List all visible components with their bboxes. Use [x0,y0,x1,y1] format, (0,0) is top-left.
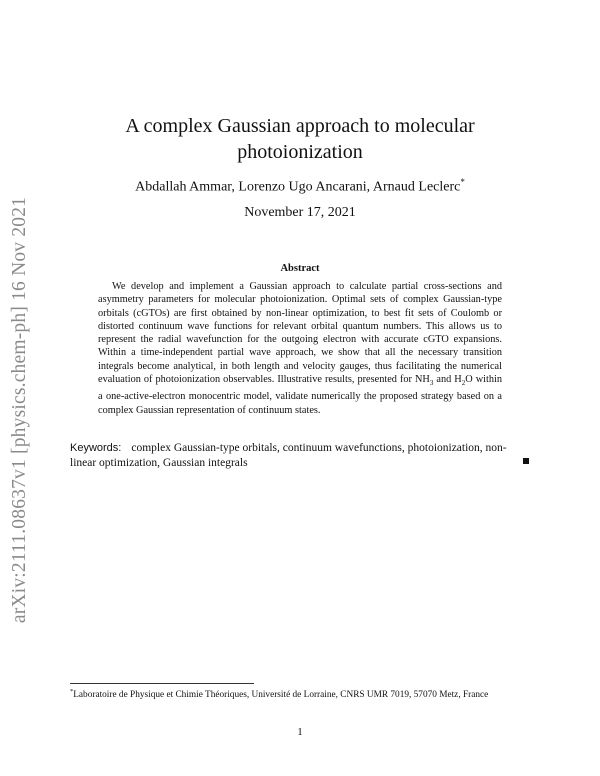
abstract-text: We develop and implement a Gaussian approach to calculate partial cross-sections and asymmetry parameters for molecular photoionization. Optimal sets of complex Gaussian-type orbitals (cGTOs) are first obtained by non-linear optimization, to best fit sets of Coulomb or distorted continuum wave functions for relevant orbital quantum numbers. This allows us to represent the radial wavefunction for the outgoing electron with accurate cGTO expansions. Within a time-independent partial wave approach, we show that all the necessary transition integrals become analytical, in both length and velocity gauges, thus facilitating the numerical evaluation of photoionization observables. Illustrative results, presented for $NH_3$ and $H_2O$ within a one-active-electron monocentric model, validate numerically the proposed strategy based on a complex Gaussian representation of continuum states. [98,281,503,416]
author-footnote-mark: * [460,177,465,187]
paper-title: A complex Gaussian approach to molecular photoionization [125,115,475,163]
keywords-label: Keywords: [70,442,122,454]
arxiv-identifier-text: arXiv:2111.08637v1 [physics.chem-ph] 16 Nov 2021 [9,196,30,624]
abstract-text-part-1: We develop and implement a Gaussian approach to calculate partial cross-sections and asymmetry parameters for molecular photoionization. Optimal sets of complex Gaussian-type orbitals (cGTOs) are first obtained by non-linear optimization, to best fit sets of Coulomb or distorted continuum wave functions for relevant orbital quantum numbers. This allows us to represent the radial wavefunction for the outgoing electron with accurate cGTO expansions. Within a time-independent partial wave approach, we show that all the necessary transition integrals become analytical, in both length and velocity gauges, thus facilitating the numerical evaluation of photoionization observables. Illustrative results, presented for [98,281,502,386]
end-of-abstract-square-icon [523,458,529,464]
formula-h2o: $H_2O$ [454,374,473,388]
abstract-text-part-2: within a one-active-electron monocentric model, validate numerically the proposed strategy based on a complex Gaussian representation of continuum states. [98,374,503,416]
footnote-text: Laboratoire de Physique et Chimie Théoriques, Université de Lorraine, CNRS UMR 7019, 57070 Metz, France [73,690,489,701]
keywords-block [70,441,530,471]
abstract-heading: Abstract [280,263,320,274]
footnote-mark: * [70,688,74,695]
paper-date: November 17, 2021 [244,205,356,220]
page-number: 1 [297,726,303,738]
formula-nh3: $NH_3$ [415,374,434,388]
author-list [60,177,540,196]
footnote-divider [70,683,254,684]
keywords-text: complex Gaussian-type orbitals, continuum wavefunctions, photoionization, non-linear optimization, Gaussian integrals [70,442,507,469]
affiliation-footnote [70,686,532,702]
author-names: Abdallah Ammar, Lorenzo Ugo Ancarani, Arnaud Leclerc [135,179,461,195]
